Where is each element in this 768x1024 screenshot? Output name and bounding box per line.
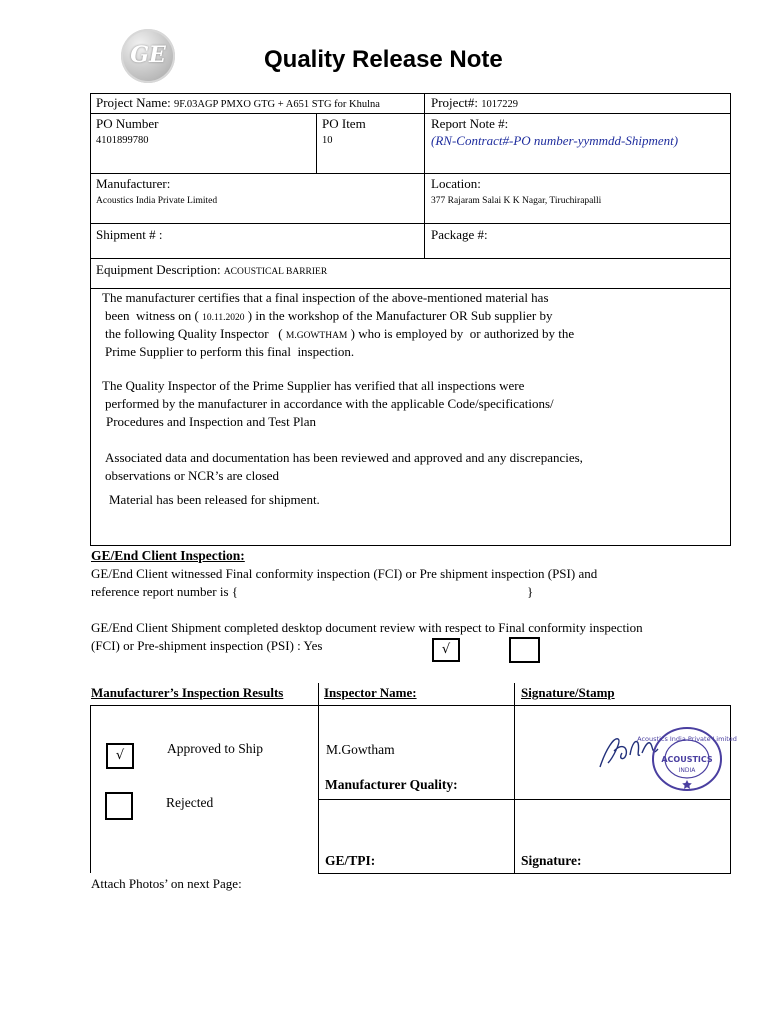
ge-inspection-heading: GE/End Client Inspection: [91,548,245,563]
review-line-2: observations or NCR’s are closed [105,468,280,483]
verify-line-3: Procedures and Inspection and Test Plan [106,414,317,429]
report-note-label: Report Note #: [431,116,509,131]
stamp-center-text: ACOUSTICS [661,755,713,764]
project-number-value: 1017229 [481,99,518,110]
psi-yes-checkbox[interactable]: √ [432,638,460,662]
ge-inspection-line-4: (FCI) or Pre-shipment inspection (PSI) : Yes [91,638,323,653]
verify-line-1: The Quality Inspector of the Prime Supplier has verified that all inspections were [102,378,525,393]
stamp-bottom-text: INDIA [678,767,696,774]
equipment-description [96,262,327,278]
company-stamp [637,726,737,792]
ge-inspection-line-3: GE/End Client Shipment completed desktop document review with respect to Final conformity inspection [91,620,643,635]
project-name-value: 9F.03AGP PMXO GTG + A651 STG for Khulna [173,99,380,110]
cert-line-3: the following Quality Inspector ( M.GOWTHAM ) who is employed by or authorized by the [105,326,575,341]
rejected-checkbox[interactable] [105,792,133,820]
po-number-value: 4101899780 [96,135,149,146]
results-heading: Manufacturer’s Inspection Results [91,685,284,700]
inspector-name-heading: Inspector Name: [324,685,417,700]
verify-line-2: performed by the manufacturer in accordance with the applicable Code/specifications/ [105,396,554,411]
shipment-label: Shipment # : [96,227,163,242]
equipment-label: Equipment Description: [96,262,221,277]
inspector-name-value: M.Gowtham [326,742,395,757]
ge-inspection-line-2a: reference report number is { [91,584,238,599]
ge-inspection-line-2b: } [527,584,534,599]
review-line-1: Associated data and documentation has been reviewed and approved and any discrepancies, [105,450,583,465]
witness-date: 10.11.2020 [202,313,245,323]
signature-label: Signature: [521,853,582,868]
ge-logo-text: GE [130,42,166,68]
ge-logo [121,29,175,83]
manufacturer-label: Manufacturer: [96,176,171,191]
po-item-value: 10 [322,135,333,146]
document-title: Quality Release Note [264,46,503,73]
attach-photos-note: Attach Photos’ on next Page: [91,876,242,891]
project-number-field [431,95,518,111]
project-name-label: Project Name: [96,95,171,110]
project-number-label: Project#: [431,95,478,110]
rejected-label: Rejected [166,795,214,810]
manufacturer-value: Acoustics India Private Limited [96,196,218,206]
signature-stamp-heading: Signature/Stamp [521,685,615,700]
ge-inspection-line-1: GE/End Client witnessed Final conformity inspection (FCI) or Pre shipment inspection (PSI) and [91,566,598,581]
cert-line-1: The manufacturer certifies that a final inspection of the above-mentioned material has [102,290,549,305]
psi-no-checkbox[interactable] [509,637,540,663]
po-number-label: PO Number [96,116,159,131]
release-line: Material has been released for shipment. [109,492,320,507]
approved-label: Approved to Ship [167,741,263,756]
inspector-inline: M.GOWTHAM [285,331,348,341]
report-note-value: (RN-Contract#-PO number-yymmdd-Shipment) [431,133,679,148]
ge-tpi-label: GE/TPI: [325,853,376,868]
manufacturer-quality-label: Manufacturer Quality: [325,777,458,792]
project-name-field [96,95,380,111]
location-value: 377 Rajaram Salai K K Nagar, Tiruchirapalli [431,196,602,206]
location-label: Location: [431,176,481,191]
equipment-value: ACOUSTICAL BARRIER [223,267,328,277]
cert-line-4: Prime Supplier to perform this final inspection. [105,344,355,359]
po-item-label: PO Item [322,116,366,131]
stamp-ring-text: Acoustics India Private Limited [637,735,737,743]
cert-line-2: been witness on ( 10.11.2020 ) in the workshop of the Manufacturer OR Sub supplier by [105,308,553,323]
package-label: Package #: [431,227,488,242]
approved-checkbox[interactable]: √ [106,743,134,769]
